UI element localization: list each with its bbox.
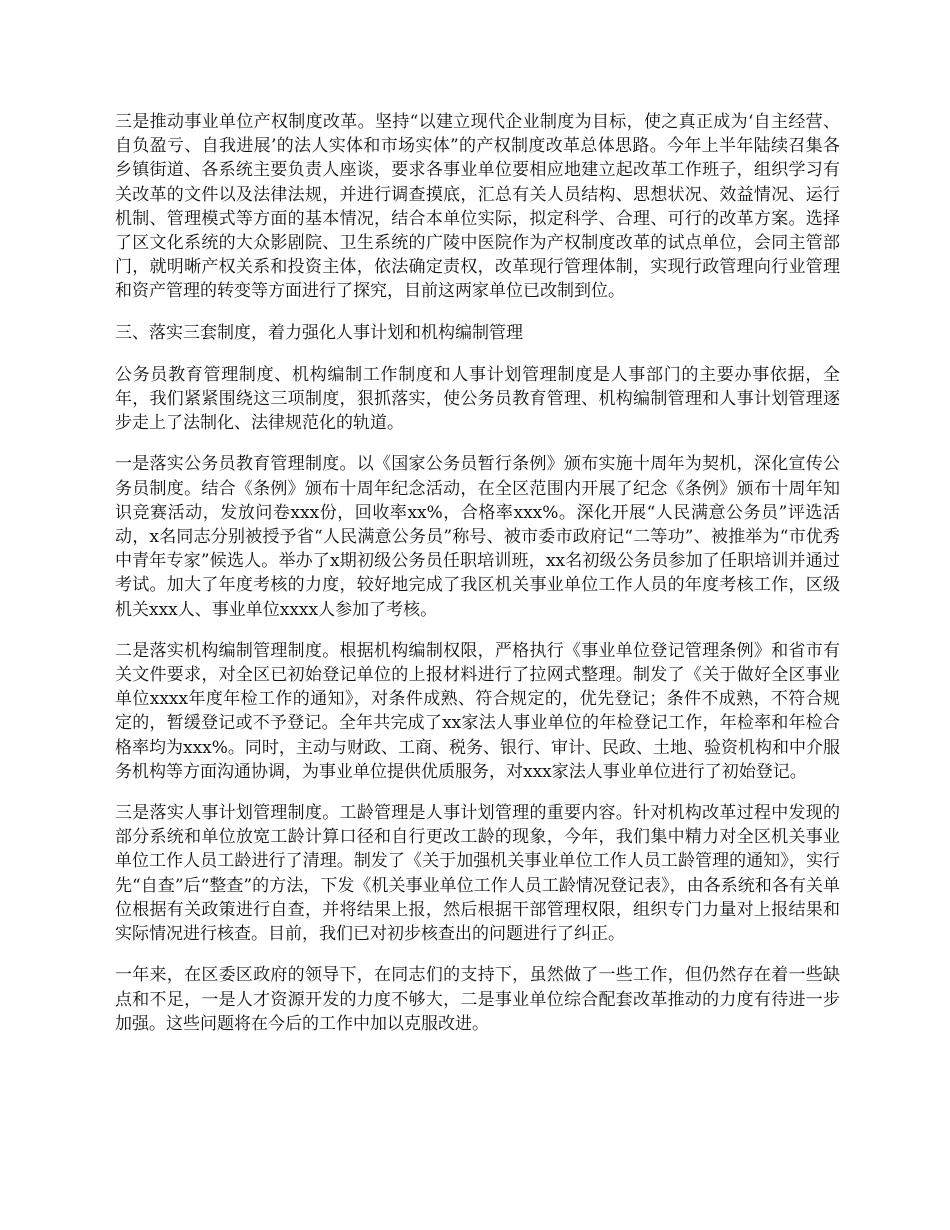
paragraph-establishment-management: 二是落实机构编制管理制度。根据机构编制权限，严格执行《事业单位登记管理条例》和省市有关文件要求，对全区已初始登记单位的上报材料进行了拉网式整理。制发了《关于做好全区事业单位xxxx年度年检工作的通知》，对条件成熟、符合规定的，优先登记；条件不成熟，不符合规定的，暂缓登记或不予登记。全年共完成了xx家法人事业单位的年检登记工作，年检率和年检合格率均为xxx%。同时，主动与财政、工商、税务、银行、审计、民政、土地、验资机构和中介服务机构等方面沟通协调，为事业单位提供优质服务，对xxx家法人事业单位进行了初始登记。 (115, 640, 840, 782)
paragraph-property-reform: 三是推动事业单位产权制度改革。坚持“以建立现代企业制度为目标，使之真正成为‘自主经营、自负盈亏、自我进展’的法人实体和市场实体”的产权制度改革总体思路。今年上半年陆续召集各乡镇街道、各系统主要负责人座谈，要求各事业单位要相应地建立起改革工作班子，组织学习有关改革的文件以及法律法规，并进行调查摸底，汇总有关人员结构、思想状况、效益情况、运行机制、管理模式等方面的基本情况，结合本单位实际，拟定科学、合理、可行的改革方案。选择了区文化系统的大众影剧院、卫生系统的广陵中医院作为产权制度改革的试点单位，会同主管部门，就明晰产权关系和投资主体，依法确定责权，改革现行管理体制，实现行政管理向行业管理和资产管理的转变等方面进行了探究，目前这两家单位已改制到位。 (115, 112, 840, 302)
paragraph-civil-servant-management: 一是落实公务员教育管理制度。以《国家公务员暂行条例》颁布实施十周年为契机，深化宣传公务员制度。结合《条例》颁布十周年纪念活动，在全区范围内开展了纪念《条例》颁布十周年知识竞赛活动，发放问卷xxx份，回收率xx%，合格率xxx%。深化开展“人民满意公务员”评选活动，x名同志分别被授予省“人民满意公务员”称号、被市委市政府记“二等功”、被推举为“市优秀中青年专家”候选人。举办了x期初级公务员任职培训班，xx名初级公务员参加了任职培训并通过考试。加大了年度考核的力度，较好地完成了我区机关事业单位工作人员的年度考核工作，区级机关xxx人、事业单位xxxx人参加了考核。 (115, 454, 840, 620)
paragraph-personnel-planning: 三是落实人事计划管理制度。工龄管理是人事计划管理的重要内容。针对机构改革过程中发现的部分系统和单位放宽工龄计算口径和自行更改工龄的现象，今年，我们集中精力对全区机关事业单位工作人员工龄进行了清理。制发了《关于加强机关事业单位工作人员工龄管理的通知》，实行先“自查”后“整查”的方法，下发《机关事业单位工作人员工龄情况登记表》，由各系统和各有关单位根据有关政策进行自查，并将结果上报，然后根据干部管理权限，组织专门力量对上报结果和实际情况进行核查。目前，我们已对初步核查出的问题进行了纠正。 (115, 803, 840, 945)
paragraph-three-systems-intro: 公务员教育管理制度、机构编制工作制度和人事计划管理制度是人事部门的主要办事依据，全年，我们紧紧围绕这三项制度，狠抓落实，使公务员教育管理、机构编制管理和人事计划管理逐步走上了法制化、法律规范化的轨道。 (115, 364, 840, 434)
document-body (115, 110, 840, 1053)
section-heading: 三、落实三套制度，着力强化人事计划和机构编制管理 (115, 322, 523, 343)
paragraph-summary: 一年来，在区委区政府的领导下，在同志们的支持下，虽然做了一些工作，但仍然存在着一些缺点和不足，一是人才资源开发的力度不够大，二是事业单位综合配套改革推动的力度有待进一步加强。这些问题将在今后的工作中加以克服改进。 (115, 965, 840, 1034)
